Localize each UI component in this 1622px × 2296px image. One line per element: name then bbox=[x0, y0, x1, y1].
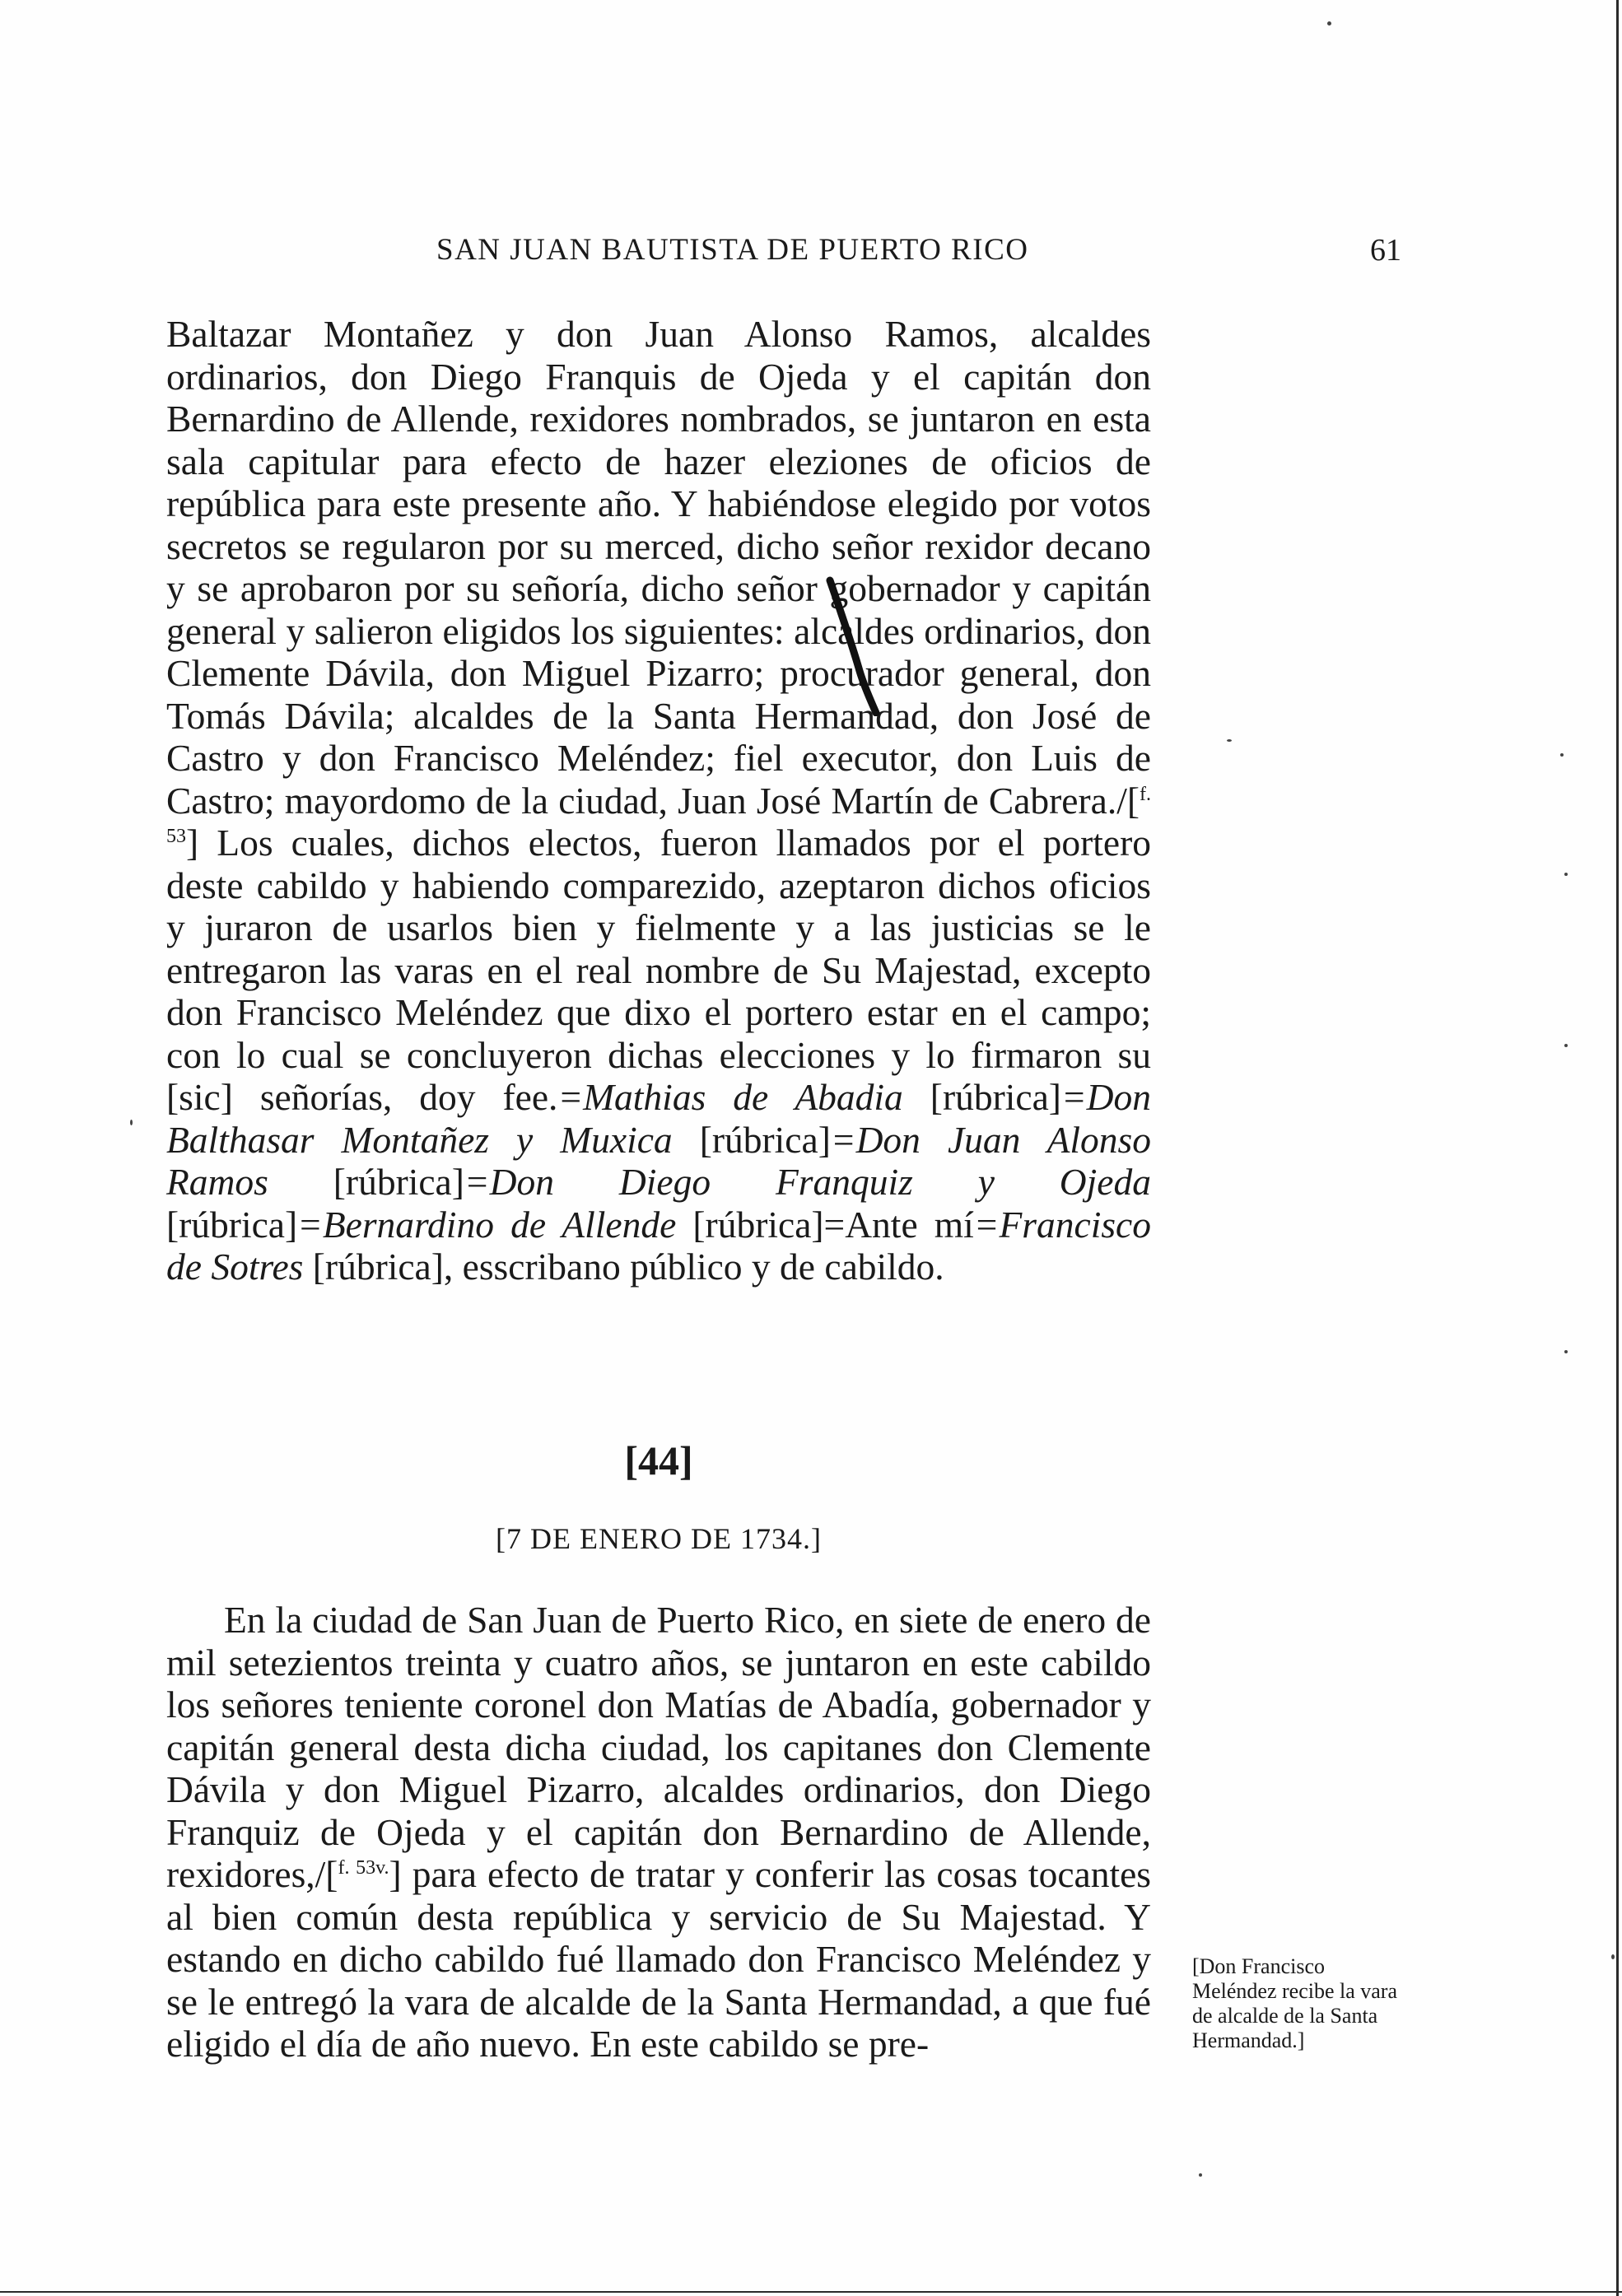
scan-edge-right bbox=[1616, 0, 1619, 2296]
signature-name: =Don Juan Alonso Ramos bbox=[166, 1118, 1152, 1203]
pen-stroke-mark bbox=[823, 576, 881, 716]
paragraph-2-part-b: ] para efecto de tratar y conferir las cosas tocantes al bien común desta república y servicio de Su Majestad. Y estando en dicho cabildo fué llamado don Francisco Meléndez y se le entregó la vara de alcalde de la Santa Hermandad, a que fué eligido el día de año nuevo. En este cabildo se pre- bbox=[166, 1853, 1152, 2065]
signature-name: =Mathias de Abadia bbox=[557, 1076, 903, 1118]
folio-reference: f. 53v. bbox=[338, 1857, 389, 1879]
signature-mark: [rúbrica] bbox=[672, 1118, 831, 1161]
signature-name: =Don Diego Franquiz y Ojeda bbox=[464, 1161, 1152, 1203]
scan-edge-bottom bbox=[0, 2291, 1622, 2293]
page-number: 61 bbox=[1370, 233, 1401, 268]
paragraph-1-part-a: Baltazar Montañez y don Juan Alonso Ramos, alcaldes ordinarios, don Diego Franquis de Ojeda y el capitán don Bernardino de Allende, rexidores nombrados, se juntaron en esta sala capitular para efecto de hazer eleziones de oficios de república para este presente año. Y habiéndose elegido por votos secretos se regularon por su merced, dicho señor rexidor decano y se aprobaron por su señoría, dicho señor gobernador y capitán general y salieron eligidos los siguientes: alcaldes ordinarios, don Clemente Dávila, don Miguel Pizarro; procurador general, don Tomás Dávila; alcaldes de la Santa Hermandad, don José de Castro y don Francisco Meléndez; fiel executor, don Luis de Castro; mayordomo de la ciudad, Juan José Martín de Cabrera./[ bbox=[166, 313, 1151, 822]
running-title: SAN JUAN BAUTISTA DE PUERTO RICO bbox=[436, 233, 1029, 267]
running-header bbox=[165, 232, 1408, 273]
signature-mark: [rúbrica]=Ante mí bbox=[676, 1203, 974, 1246]
signature-name: =Don Balthasar Montañez y Muxica bbox=[166, 1076, 1151, 1161]
signature-mark: [rúbrica] bbox=[902, 1076, 1061, 1118]
paragraph-2-text bbox=[166, 1599, 1151, 2065]
document-number: [44] bbox=[624, 1437, 693, 1483]
paragraph-document-44 bbox=[166, 1599, 1151, 2065]
paragraph-1-part-b: ] Los cuales, dichos electos, fueron llamados por el portero deste cabildo y habiendo comparezido, azeptaron dichos oficios y juraron de usarlos bien y fielmente y a las justicias se le entregaron las varas en el real nombre de Su Majestad, excepto don Francisco Meléndez que dixo el portero estar en el campo; con lo cual se concluyeron dichas elecciones y lo firmaron su [sic] señorías, doy fee. bbox=[166, 822, 1151, 1118]
folio-reference: f. 53 bbox=[166, 783, 1151, 847]
signature-name: =Bernardino de Allende bbox=[297, 1203, 677, 1246]
paragraph-continuation bbox=[166, 313, 1151, 1288]
signature-mark: [rúbrica] bbox=[166, 1203, 298, 1246]
closing-text: [rúbrica], esscribano público y de cabildo. bbox=[303, 1246, 944, 1288]
signature-mark: [rúbrica] bbox=[268, 1161, 464, 1203]
signature-name: =Francisco de Sotres bbox=[166, 1203, 1151, 1288]
margin-note: [Don Francisco Meléndez recibe la vara de alcalde de la Santa Hermandad.] bbox=[1192, 1954, 1398, 2052]
paragraph-1-text bbox=[166, 313, 1151, 1288]
document-date: [7 DE ENERO DE 1734.] bbox=[496, 1522, 822, 1555]
paragraph-2-part-a: En la ciudad de San Juan de Puerto Rico, en siete de enero de mil setezientos treinta y cuatro años, se juntaron en este cabildo los señores teniente coronel don Matías de Abadía, gobernador y capitán general desta dicha ciudad, los capitanes don Clemente Dávila y don Miguel Pizarro, alcaldes ordinarios, don Diego Franquiz de Ojeda y el capitán don Bernardino de Allende, rexidores,/[ bbox=[166, 1599, 1151, 1895]
